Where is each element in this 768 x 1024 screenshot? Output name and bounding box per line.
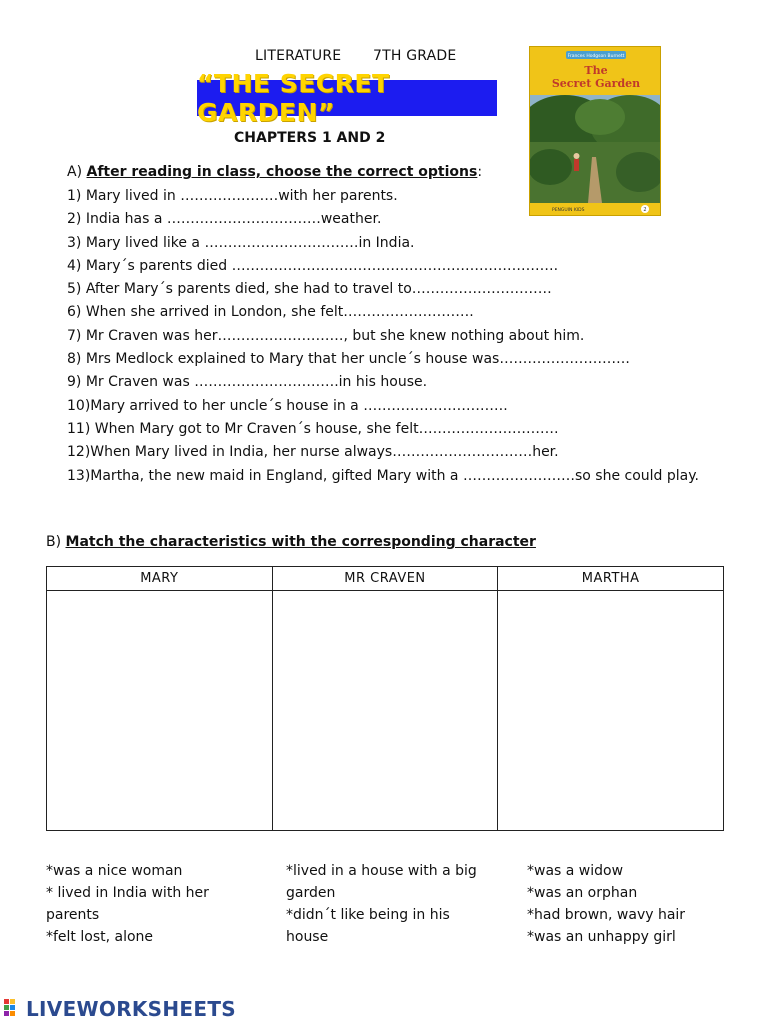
characteristic-item[interactable]: house	[286, 929, 329, 945]
column-header-martha: MARTHA	[498, 567, 724, 591]
section-a-suffix: :	[477, 164, 483, 180]
section-b-instruction: Match the characteristics with the corresponding character	[65, 534, 536, 550]
characteristic-item[interactable]: *didn´t like being in his	[286, 907, 450, 923]
section-a-heading	[67, 164, 482, 180]
cover-title-line2: Secret Garden	[551, 77, 641, 90]
characteristic-item[interactable]: * lived in India with her	[46, 885, 209, 901]
worksheet-title: “THE SECRET GARDEN”	[197, 69, 390, 127]
characteristic-item[interactable]: parents	[46, 907, 100, 923]
question-item: 9) Mr Craven was ………………………….in his house.	[67, 374, 428, 391]
characteristic-item[interactable]: *lived in a house with a big	[286, 863, 477, 879]
subject-label: LITERATURE	[255, 48, 342, 64]
question-item: 3) Mary lived like a ……………………………in India.	[67, 234, 415, 251]
cover-title-line1: The	[584, 64, 608, 77]
question-item: 10)Mary arrived to her uncle´s house in a ………………………….	[67, 397, 508, 414]
characteristic-item[interactable]: garden	[286, 885, 336, 901]
cover-publisher: PENGUIN KIDS	[552, 208, 585, 213]
characteristic-item[interactable]: *had brown, wavy hair	[527, 907, 686, 923]
section-b-heading	[46, 534, 536, 550]
drop-zone-mr-craven[interactable]	[272, 591, 498, 831]
character-table	[46, 566, 724, 831]
question-item: 8) Mrs Medlock explained to Mary that her uncle´s house was……………………….	[67, 351, 630, 368]
section-a-prefix: A)	[67, 164, 87, 180]
section-b-prefix: B)	[46, 534, 66, 550]
drop-zone-mary[interactable]	[47, 591, 273, 831]
liveworksheets-logo[interactable]	[4, 996, 236, 1022]
question-item: 6) When she arrived in London, she felt……………………….	[67, 304, 474, 321]
question-item: 11) When Mary got to Mr Craven´s house, she felt…………………………	[67, 420, 559, 437]
question-item: 12)When Mary lived in India, her nurse always…………………………her.	[67, 444, 559, 461]
characteristic-item[interactable]: *was an unhappy girl	[527, 929, 676, 945]
characteristics-column-1	[46, 860, 271, 948]
section-a-instruction: After reading in class, choose the correct options	[86, 164, 478, 180]
cover-level: 2	[643, 207, 647, 213]
liveworksheets-logo-icon	[4, 999, 22, 1019]
cover-author: Frances Hodgson Burnett	[567, 54, 625, 59]
characteristics-column-3	[527, 860, 747, 948]
question-item: 4) Mary´s parents died …………………………………………………………….	[67, 257, 559, 274]
characteristics-column-2	[286, 860, 511, 948]
liveworksheets-logo-text: LIVEWORKSHEETS	[26, 997, 237, 1021]
title-banner	[197, 69, 497, 127]
question-item: 13)Martha, the new maid in England, gifted Mary with a ……………………so she could play.	[67, 467, 699, 484]
question-item: 1) Mary lived in …………………with her parents.	[67, 188, 398, 204]
characteristic-item[interactable]: *was a widow	[527, 863, 624, 879]
question-list	[67, 185, 707, 488]
characteristic-item[interactable]: *was an orphan	[527, 885, 638, 901]
column-header-mr-craven: MR CRAVEN	[272, 567, 498, 591]
question-item: 2) India has a ……………………………weather.	[67, 211, 382, 228]
question-item: 5) After Mary´s parents died, she had to travel to…………………………	[67, 281, 552, 298]
question-item: 7) Mr Craven was her………………………, but she knew nothing about him.	[67, 327, 585, 344]
drop-zone-martha[interactable]	[498, 591, 724, 831]
grade-label: 7TH GRADE	[373, 48, 457, 64]
column-header-mary: MARY	[47, 567, 273, 591]
characteristic-item[interactable]: *was a nice woman	[46, 863, 183, 879]
characteristic-item[interactable]: *felt lost, alone	[46, 929, 154, 945]
chapters-label: CHAPTERS 1 AND 2	[234, 130, 386, 146]
